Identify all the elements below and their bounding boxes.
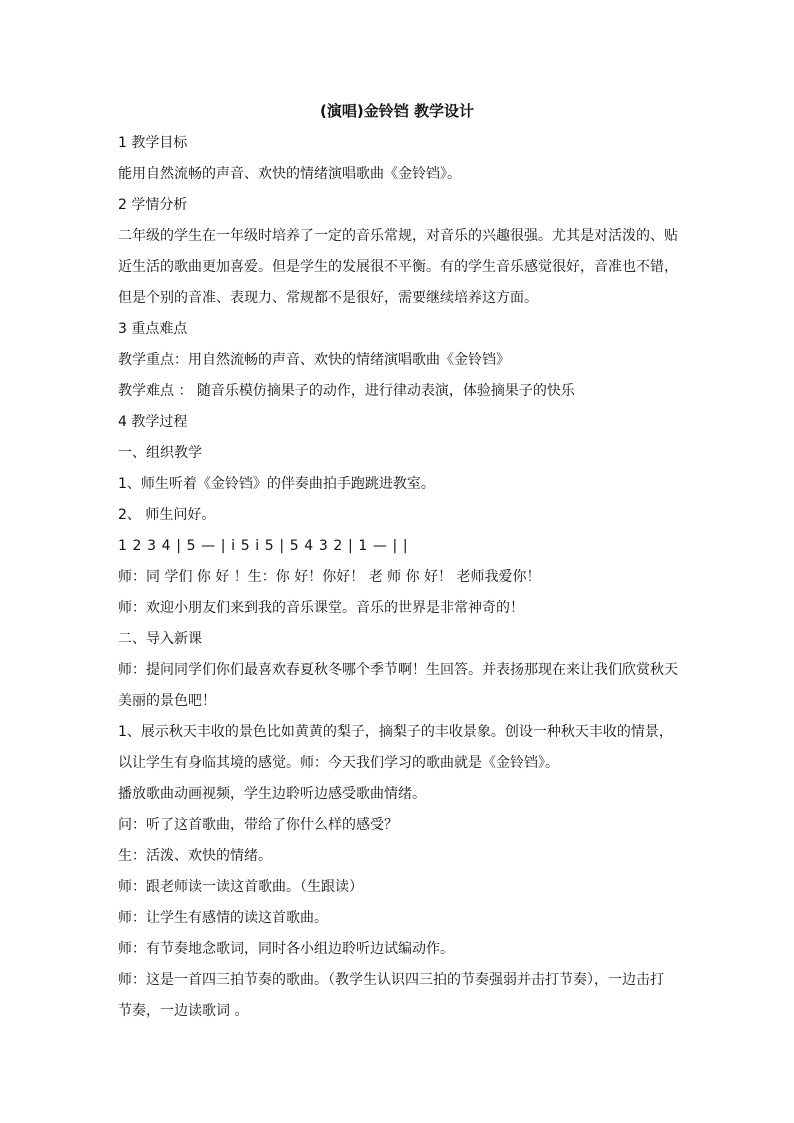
paragraph-line: 生：活泼、欢快的情绪。 (118, 848, 272, 864)
document-body (118, 128, 684, 1027)
paragraph-line: 师：这是一首四三拍节奏的歌曲。（教学生认识四三拍的节奏强弱并击打节奏），一边击打 (118, 972, 664, 988)
document-title: (演唱)金铃铛 教学设计 (320, 102, 474, 120)
paragraph-line: 师：让学生有感情的读这首歌曲。 (118, 910, 328, 926)
section-heading-key-points: 3 重点难点 (118, 321, 188, 337)
paragraph-line: 1、展示秋天丰收的景色比如黄黄的梨子，摘梨子的丰收景象。创设一种秋天丰收的情景， (118, 724, 673, 740)
paragraph-line: 师：跟老师读一读这首歌曲。（生跟读） (118, 879, 363, 895)
paragraph-line: 1、师生听着《金铃铛》的伴奏曲拍手跑跳进教室。 (118, 476, 435, 492)
paragraph-line: 美丽的景色吧！ (118, 693, 216, 709)
subheading-introduction: 二、导入新课 (118, 631, 202, 647)
paragraph-line: 师：有节奏地念歌词，同时各小组边聆听边试编动作。 (118, 941, 454, 957)
section-heading-process: 4 教学过程 (118, 414, 188, 430)
notation-line: 1 2 3 4 | 5 — | i 5 i 5 | 5 4 3 2 | 1 — | | (118, 538, 409, 554)
paragraph-line: 但是个别的音准、表现力、常规都不是很好，需要继续培养这方面。 (118, 290, 538, 306)
paragraph-line: 以让学生有身临其境的感觉。师：今天我们学习的歌曲就是《金铃铛》。 (118, 755, 559, 771)
subheading-organize: 一、组织教学 (118, 445, 202, 461)
paragraph-line: 教学难点 ： 随音乐模仿摘果子的动作，进行律动表演，体验摘果子的快乐 (118, 383, 575, 399)
paragraph-line: 教学重点：用自然流畅的声音、欢快的情绪演唱歌曲《金铃铛》 (118, 352, 510, 368)
section-heading-objectives: 1 教学目标 (118, 135, 188, 151)
section-heading-analysis: 2 学情分析 (118, 197, 188, 213)
paragraph-line: 二年级的学生在一年级时培养了一定的音乐常规，对音乐的兴趣很强。尤其是对活泼的、贴 (118, 228, 678, 244)
paragraph-line: 师：欢迎小朋友们来到我的音乐课堂。音乐的世界是非常神奇的！ (118, 600, 524, 616)
paragraph-line: 近生活的歌曲更加喜爱。但是学生的发展很不平衡。有的学生音乐感觉很好，音准也不错， (118, 259, 678, 275)
paragraph-line: 能用自然流畅的声音、欢快的情绪演唱歌曲《金铃铛》。 (118, 166, 461, 182)
paragraph-line: 问：听了这首歌曲，带给了你什么样的感受？ (118, 817, 398, 833)
paragraph-line: 2、 师生问好。 (118, 507, 216, 523)
lyrics-line: 师：同 学们 你 好 ！生：你 好！你好！ 老 师 你 好！ 老师我爱你！ (118, 569, 541, 585)
paragraph-line: 节奏，一边读歌词 。 (118, 1003, 249, 1019)
paragraph-line: 师：提问同学们你们最喜欢春夏秋冬哪个季节啊！生回答。并表扬那现在来让我们欣赏秋天 (118, 662, 678, 678)
paragraph-line: 播放歌曲动画视频，学生边聆听边感受歌曲情绪。 (118, 786, 426, 802)
